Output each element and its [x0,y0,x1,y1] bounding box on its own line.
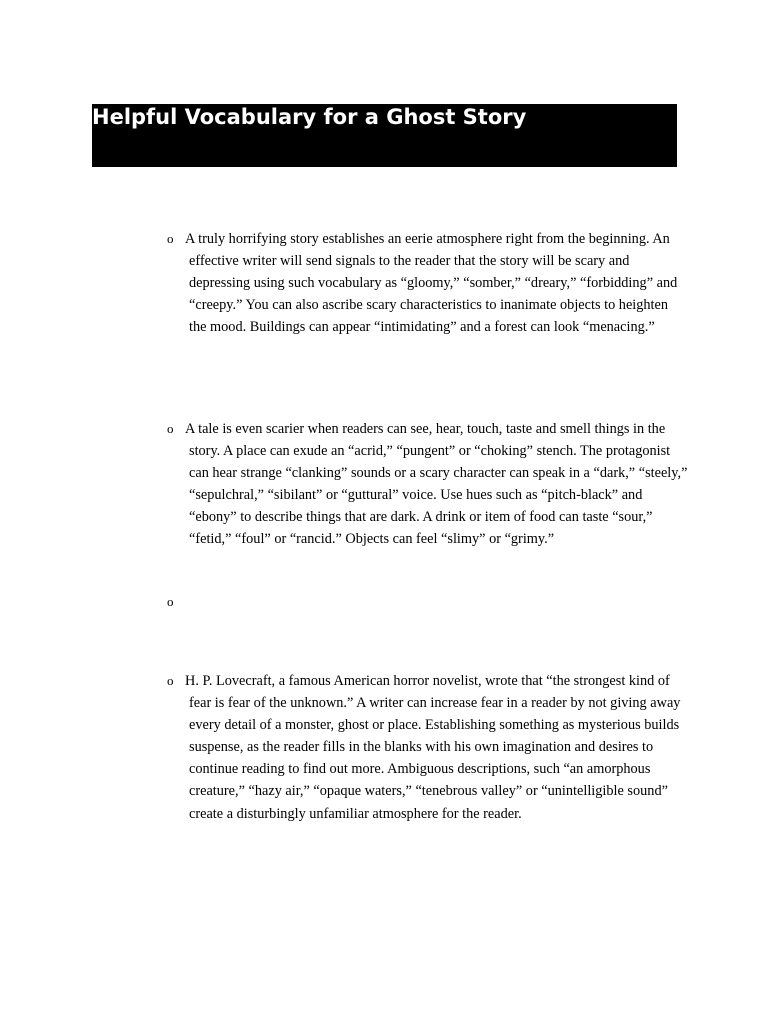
list-item-text: A tale is even scarier when readers can see, hear, touch, taste and smell things in the story. A place can exude an “acrid,” “pungent” or “choking” stench. The protagonist can hear strange “clanking” sounds or a scary character can speak in a “dark,” “steely,” “sepulchral,” “sibilant” or “guttural” voice. Use hues such as “pitch-black” and “ebony” to describe things that are dark. A drink or item of food can taste “sour,” “fetid,” “foul” or “rancid.” Objects can feel “slimy” or “grimy.” [185,421,688,548]
list-item [167,670,687,825]
document-title: Helpful Vocabulary for a Ghost Story [92,105,527,129]
bullet-circle-icon: o [167,421,174,436]
list-item [167,418,687,551]
list-item [167,228,687,338]
list-item-text: H. P. Lovecraft, a famous American horror novelist, wrote that “the strongest kind of fear is fear of the unknown.” A writer can increase fear in a reader by not giving away every detail of a monster, ghost or place. Establishing something as mysterious builds suspense, as the reader fills in the blanks with his own imagination and desires to continue reading to find out more. Ambiguous descriptions, such “an amorphous creature,” “hazy air,” “opaque waters,” “tenebrous valley” or “unintelligible sound” create a disturbingly unfamiliar atmosphere for the reader. [185,673,681,822]
bullet-circle-icon: o [167,231,174,246]
title-banner [92,104,677,167]
list-item-text: A truly horrifying story establishes an eerie atmosphere right from the beginning. An effective writer will send signals to the reader that the story will be scary and depressing using such vocabulary as “gloomy,” “somber,” “dreary,” “forbidding” and “creepy.” You can also ascribe scary characteristics to inanimate objects to heighten the mood. Buildings can appear “intimidating” and a forest can look “menacing.” [185,231,678,336]
bullet-circle-icon: o [167,594,174,609]
bullet-circle-icon: o [167,673,174,688]
